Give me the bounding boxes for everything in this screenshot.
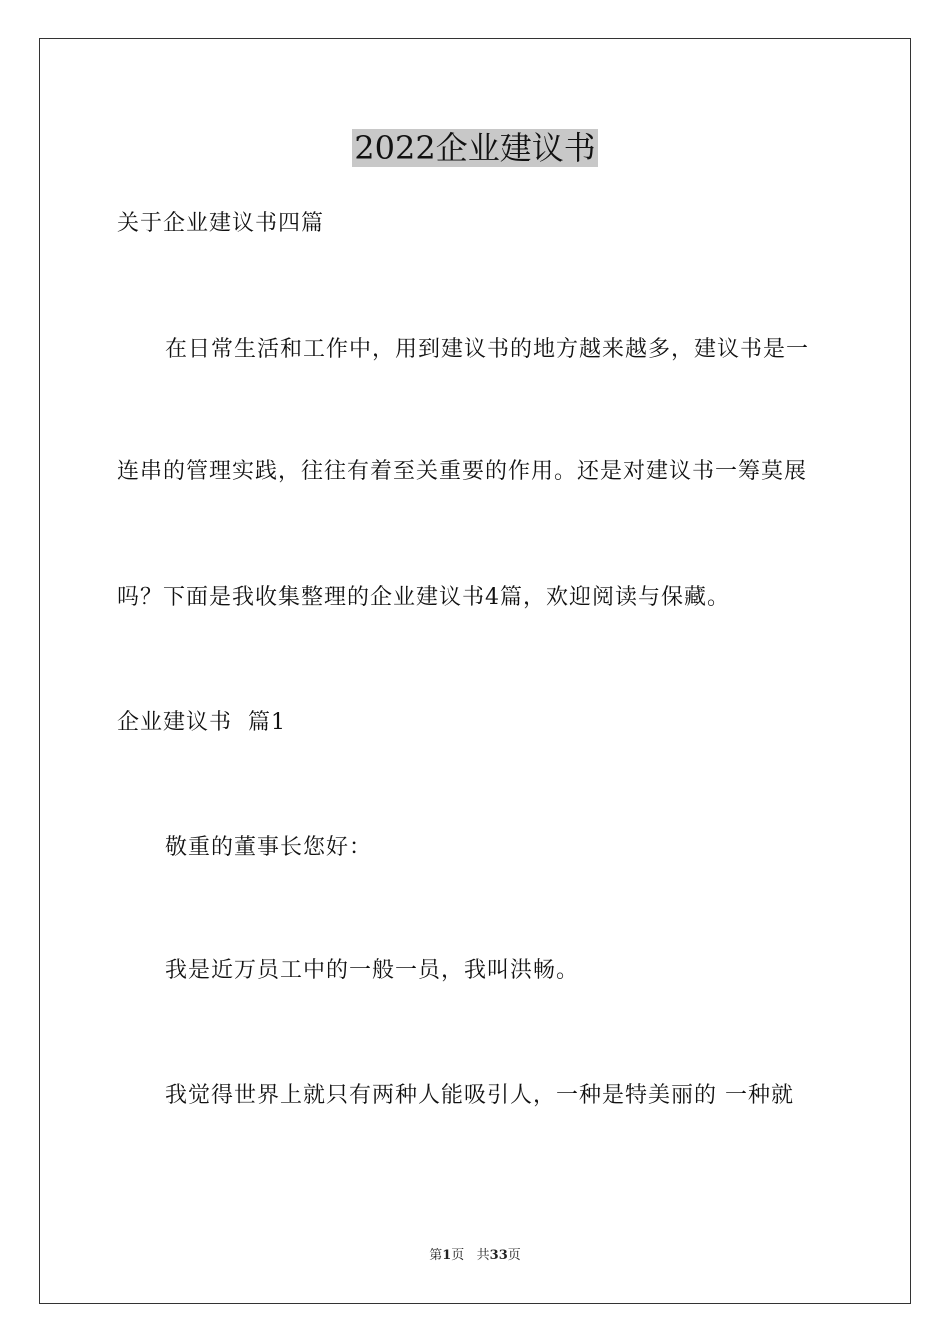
intro-line-1: 在日常生活和工作中，用到建议书的地方越来越多，建议书是一 — [165, 337, 810, 362]
footer-mid: 页 共 — [451, 1248, 490, 1263]
page-footer — [0, 1247, 950, 1265]
footer-page-number: 1 — [442, 1248, 452, 1263]
footer-total-pages: 33 — [489, 1248, 508, 1263]
document-title-text: 2022企业建议书 — [354, 129, 596, 167]
paragraph-2: 我觉得世界上就只有两种人能吸引人，一种是特美丽的 一种就 — [165, 1083, 794, 1108]
greeting: 敬重的董事长您好： — [165, 835, 373, 860]
intro-line-3: 吗？下面是我收集整理的企业建议书4篇，欢迎阅读与保藏。 — [117, 585, 730, 610]
footer-prefix: 第 — [429, 1248, 443, 1263]
paragraph-1: 我是近万员工中的一般一员，我叫洪畅。 — [165, 958, 580, 983]
section-heading: 企业建议书 篇1 — [117, 710, 286, 735]
footer-suffix: 页 — [507, 1248, 521, 1263]
intro-line-2: 连串的管理实践，往往有着至关重要的作用。还是对建议书一筹莫展 — [117, 459, 808, 484]
document-title — [0, 126, 950, 170]
document-subtitle: 关于企业建议书四篇 — [117, 211, 325, 236]
